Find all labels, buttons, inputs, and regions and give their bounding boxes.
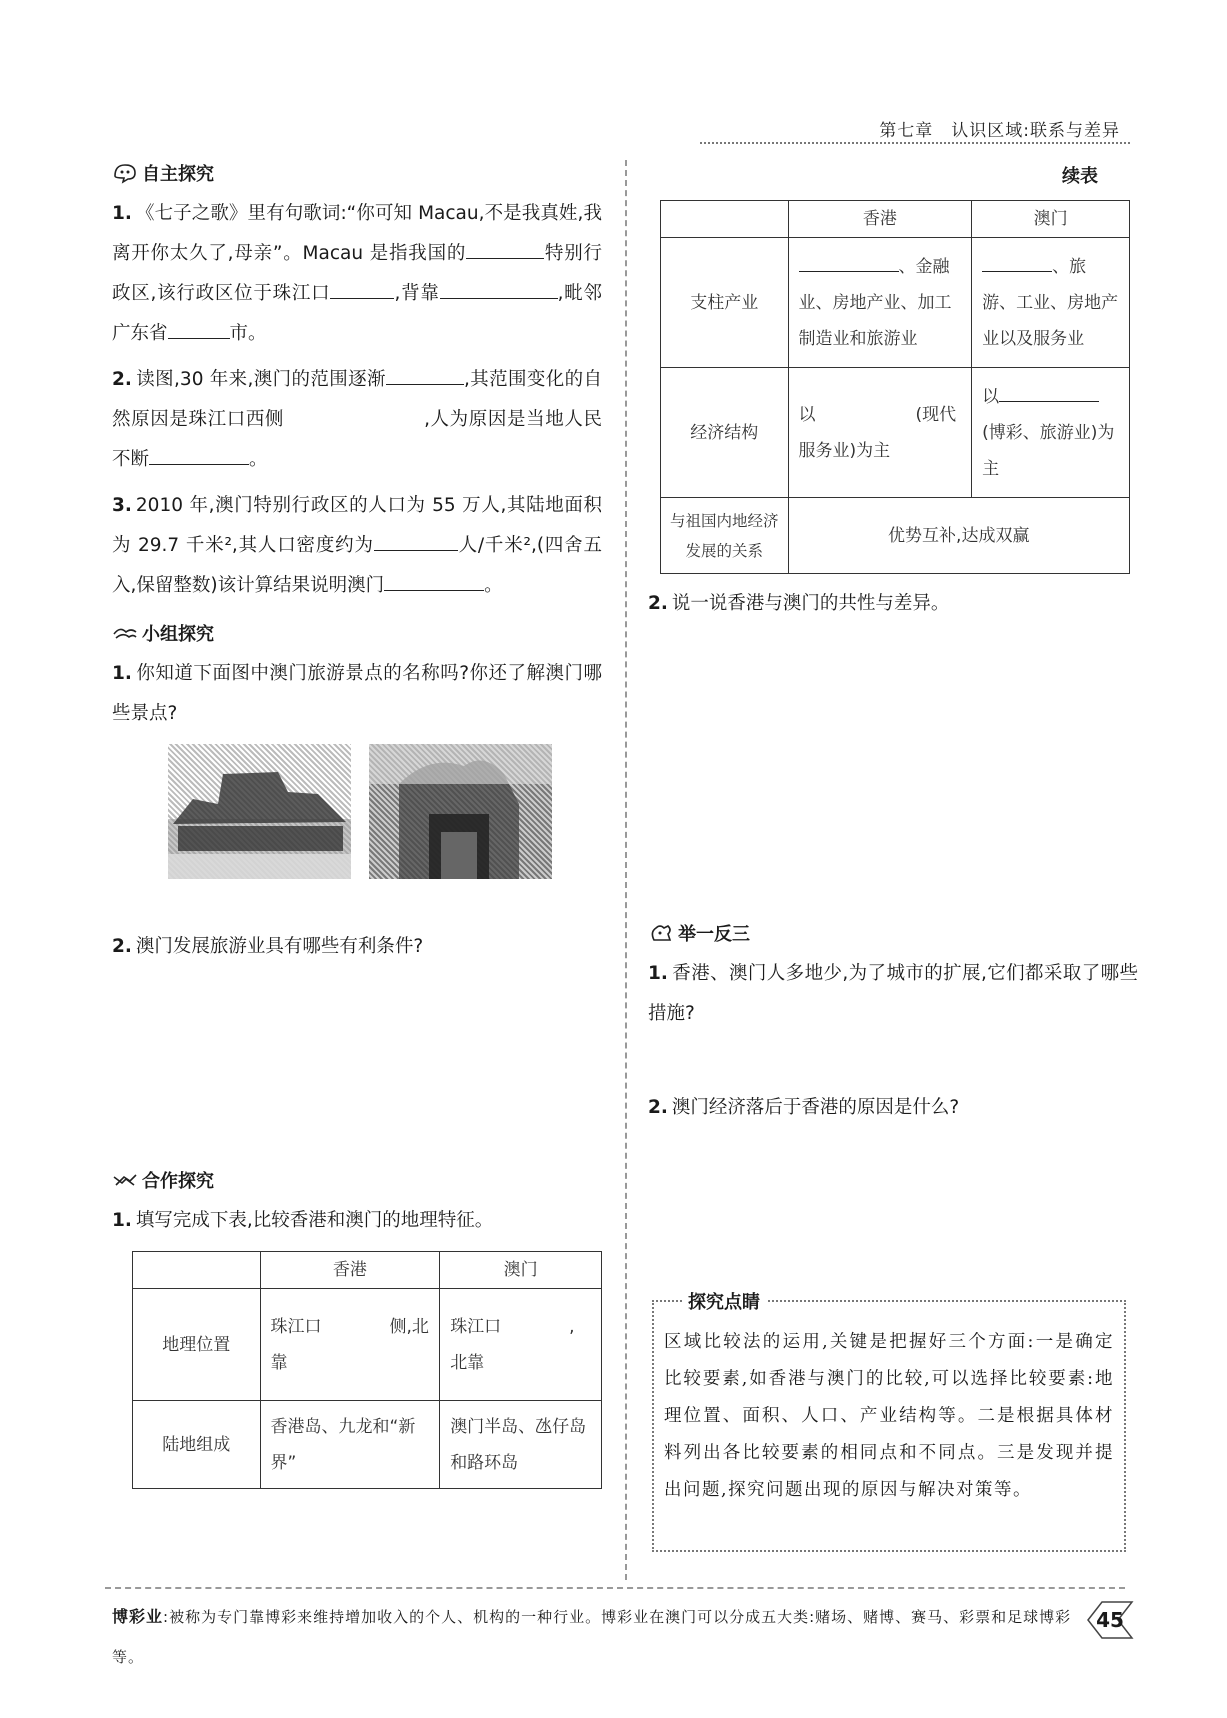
footer-note (112, 1597, 1077, 1677)
table-row: 支柱产业 、金融业、房地产业、加工制造业和旅游业 、旅游、工业、房地产业以及服务业 (661, 238, 1130, 368)
scenic-photos (168, 744, 602, 879)
group-study-title: 小组探究 (142, 624, 214, 645)
answer-blank[interactable] (816, 398, 916, 420)
answer-blank[interactable] (440, 277, 558, 299)
header-dotted-line (700, 142, 1130, 144)
apply-question-2: 2. 澳门经济落后于香港的原因是什么? (648, 1097, 960, 1118)
coop-study-question-1: 1. 填写完成下表,比较香港和澳门的地理特征。 (112, 1210, 494, 1231)
tip-title: 探究点睛 (682, 1288, 766, 1314)
answer-blank[interactable] (149, 443, 249, 465)
coop-study-icon (112, 1169, 138, 1191)
answer-blank[interactable] (386, 363, 464, 385)
self-study-icon (112, 162, 138, 184)
answer-blank[interactable] (168, 317, 230, 339)
coop-study-title: 合作探究 (142, 1171, 214, 1192)
footer-term: 博彩业 (112, 1607, 164, 1626)
answer-blank[interactable] (999, 380, 1099, 402)
self-study-question-1: 1. 《七子之歌》里有句歌词:“你可知 Macau,不是我真姓,我离开你太久了,母亲”。Macau 是指我国的 特别行政区,该行政区位于珠江口 ,背靠 ,毗邻广东省 市。 (112, 203, 602, 344)
self-study-title: 自主探究 (142, 164, 214, 185)
footer-divider (105, 1587, 1125, 1589)
section-coop-study (112, 1167, 602, 1193)
right-column (648, 160, 1138, 1128)
group-study-question-1: 1. 你知道下面图中澳门旅游景点的名称吗?你还了解澳门哪些景点? (112, 663, 602, 724)
tip-text: 区域比较法的运用,关键是把握好三个方面:一是确定比较要素,如香港与澳门的比较,可以选择比较要素:地理位置、面积、人口、产业结构等。二是根据具体材料列出各比较要素的相同点和不同点。三是发现并提出问题,探究问题出现的原因与解决对策等。 (664, 1332, 1114, 1500)
answer-blank[interactable] (466, 237, 544, 259)
section-group-study (112, 620, 602, 646)
table-header-row: 香港 澳门 (133, 1252, 602, 1289)
self-study-question-3: 3. 2010 年,澳门特别行政区的人口为 55 万人,其陆地面积为 29.7 千米²,其人口密度约为 人/千米²,(四舍五入,保留整数)该计算结果说明澳门 。 (112, 495, 602, 596)
temple-gate-icon (369, 744, 552, 879)
comparison-table-part2 (660, 200, 1130, 574)
apply-question-1: 1. 香港、澳门人多地少,为了城市的扩展,它们都采取了哪些措施? (648, 963, 1138, 1024)
table-row: 陆地组成 香港岛、九龙和“新界” 澳门半岛、氹仔岛和路环岛 (133, 1401, 602, 1489)
page-number: 45 (1080, 1590, 1140, 1650)
answer-blank[interactable] (799, 250, 899, 272)
continued-label: 续表 (1062, 166, 1098, 187)
group-study-icon (112, 622, 138, 644)
tip-box (652, 1292, 1126, 1552)
answer-blank[interactable] (330, 277, 394, 299)
table-row: 经济结构 以 (现代服务业)为主 以(博彩、旅游业)为主 (661, 368, 1130, 498)
column-divider (625, 160, 627, 1580)
footer-text: :被称为专门靠博彩来维持增加收入的个人、机构的一种行业。博彩业在澳门可以分成五大类:赌场、赌博、赛马、彩票和足球博彩等。 (112, 1608, 1072, 1666)
self-study-question-2: 2. 读图,30 年来,澳门的范围逐渐 ,其范围变化的自然原因是珠江口西侧 ,人为原因是当地人民不断 。 (112, 360, 602, 480)
answer-blank[interactable] (284, 403, 424, 425)
group-study-question-2: 2. 澳门发展旅游业具有哪些有利条件? (112, 936, 424, 957)
scenic-photo-1 (168, 744, 351, 879)
apply-icon (648, 922, 674, 944)
section-self-study (112, 160, 602, 186)
answer-blank[interactable] (982, 250, 1052, 272)
table-row: 地理位置 珠江口 侧,北靠 珠江口 ,北靠 (133, 1289, 602, 1401)
section-apply (648, 920, 1138, 946)
table-header-row: 香港 澳门 (661, 201, 1130, 238)
right-question-2: 2. 说一说香港与澳门的共性与差异。 (648, 593, 950, 614)
comparison-table-part1 (132, 1251, 602, 1489)
answer-blank[interactable] (384, 569, 484, 591)
apply-title: 举一反三 (678, 924, 750, 945)
scenic-photo-2 (369, 744, 552, 879)
left-column (112, 160, 602, 1489)
answer-blank[interactable] (374, 529, 458, 551)
fortress-building-icon (168, 744, 351, 879)
chapter-header (700, 112, 1130, 146)
chapter-title: 第七章 认识区域:联系与差异 (879, 121, 1120, 141)
table-row: 与祖国内地经济发展的关系 优势互补,达成双赢 (661, 498, 1130, 574)
